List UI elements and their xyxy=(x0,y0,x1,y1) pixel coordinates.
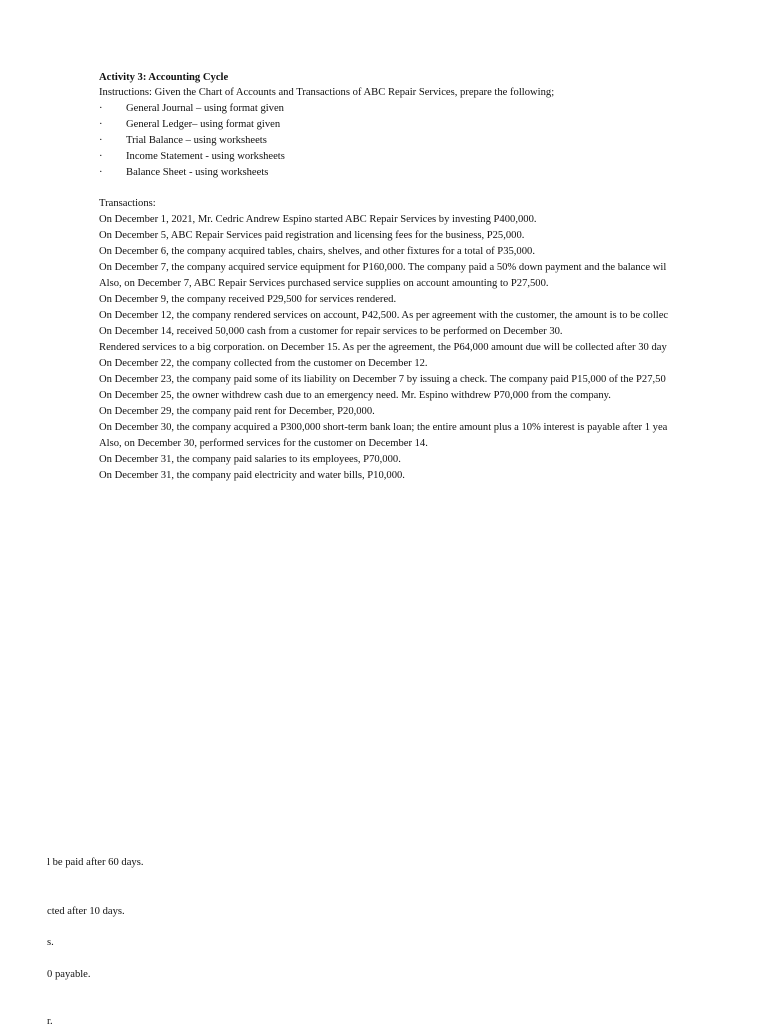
transaction-line: On December 1, 2021, Mr. Cedric Andrew Espino started ABC Repair Services by investing P400,000. xyxy=(99,214,537,225)
transaction-line: On December 25, the owner withdrew cash due to an emergency need. Mr. Espino withdrew P70,000 from the company. xyxy=(99,390,611,401)
transaction-line: On December 31, the company paid salaries to its employees, P70,000. xyxy=(99,454,401,465)
overflow-fragment: 0 payable. xyxy=(47,969,91,980)
transaction-line: On December 22, the company collected from the customer on December 12. xyxy=(99,358,428,369)
list-item-text: Income Statement - using worksheets xyxy=(126,151,285,162)
bullet-icon: · xyxy=(99,167,103,178)
transaction-line: On December 12, the company rendered services on account, P42,500. As per agreement with the customer, the amount is to be collec xyxy=(99,310,669,321)
list-item-text: General Journal – using format given xyxy=(126,103,284,114)
bullet-icon: · xyxy=(99,103,103,114)
transaction-line: On December 6, the company acquired tables, chairs, shelves, and other fixtures for a total of P35,000. xyxy=(99,246,535,257)
list-item xyxy=(99,133,674,149)
transaction-line: On December 14, received 50,000 cash from a customer for repair services to be performed on December 30. xyxy=(99,326,563,337)
transaction-line: Also, on December 30, performed services for the customer on December 14. xyxy=(99,438,428,449)
transaction-line: On December 9, the company received P29,500 for services rendered. xyxy=(99,294,397,305)
transaction-line: Also, on December 7, ABC Repair Services purchased service supplies on account amounting to P27,500. xyxy=(99,278,549,289)
list-item-text: Trial Balance – using worksheets xyxy=(126,135,267,146)
list-item-text: Balance Sheet - using worksheets xyxy=(126,167,269,178)
transaction-line: On December 30, the company acquired a P300,000 short-term bank loan; the entire amount plus a 10% interest is payable after 1 yea xyxy=(99,422,668,433)
instructions-text: Instructions: Given the Chart of Accounts and Transactions of ABC Repair Services, prepare the following; xyxy=(99,87,555,98)
transaction-line: On December 31, the company paid electricity and water bills, P10,000. xyxy=(99,470,405,481)
bullet-icon: · xyxy=(99,135,103,146)
transaction-line: Rendered services to a big corporation. on December 15. As per the agreement, the P64,000 amount due will be collected after 30 day xyxy=(99,342,667,353)
activity-title: Activity 3: Accounting Cycle xyxy=(99,72,229,83)
overflow-fragment: s. xyxy=(47,937,54,948)
overflow-fragment: l be paid after 60 days. xyxy=(47,857,144,868)
transaction-line: On December 5, ABC Repair Services paid registration and licensing fees for the business, P25,000. xyxy=(99,230,525,241)
bullet-icon: · xyxy=(99,151,103,162)
bullet-icon: · xyxy=(99,119,103,130)
list-item xyxy=(99,149,674,165)
transactions-heading: Transactions: xyxy=(99,198,156,209)
list-item xyxy=(99,101,674,117)
document-upper-section xyxy=(99,70,674,490)
list-item xyxy=(99,165,674,181)
spacer xyxy=(99,181,674,196)
transaction-line: On December 29, the company paid rent for December, P20,000. xyxy=(99,406,375,417)
transaction-line: On December 7, the company acquired service equipment for P160,000. The company paid a 50% down payment and the balance wil xyxy=(99,262,667,273)
transaction-line: On December 23, the company paid some of its liability on December 7 by issuing a check. The company paid P15,000 of the P27,50 xyxy=(99,374,666,385)
overflow-fragment: r. xyxy=(47,1016,53,1027)
overflow-fragment: cted after 10 days. xyxy=(47,906,125,917)
list-item-text: General Ledger– using format given xyxy=(126,119,281,130)
list-item xyxy=(99,117,674,133)
